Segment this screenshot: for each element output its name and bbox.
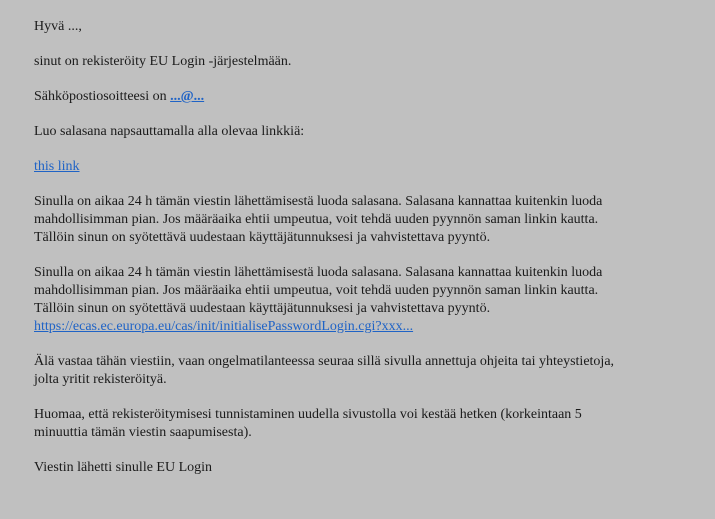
deadline-paragraph-2-line-3: Tällöin sinun on syötettävä uudestaan käyttäjätunnuksesi ja vahvistettava pyyntö. — [34, 301, 491, 316]
password-reset-url-link[interactable]: https://ecas.ec.europa.eu/cas/init/initialisePasswordLogin.cgi?xxx... — [34, 319, 414, 334]
no-reply-line-1: Älä vastaa tähän viestiin, vaan ongelmatilanteessa seuraa sillä sivulla annettuja ohjeita tai yhteystietoja, — [34, 354, 615, 369]
note-line-2: minuuttia tämän viestin saapumisesta). — [34, 425, 252, 440]
email-address-prefix: Sähköpostiosoitteesi on — [34, 89, 171, 104]
deadline-paragraph-1-line-2: mahdollisimman pian. Jos määräaika ehtii umpeutua, voit tehdä uuden pyynnön saman linkin kautta. — [34, 212, 599, 227]
deadline-paragraph-1-line-1: Sinulla on aikaa 24 h tämän viestin lähettämisestä luoda salasana. Salasana kannattaa kuitenkin luoda — [34, 194, 603, 209]
greeting: Hyvä ..., — [34, 19, 82, 34]
signature: Viestin lähetti sinulle EU Login — [34, 460, 213, 475]
deadline-paragraph-2-line-1: Sinulla on aikaa 24 h tämän viestin lähettämisestä luoda salasana. Salasana kannattaa kuitenkin luoda — [34, 265, 603, 280]
no-reply-line-2: jolta yritit rekisteröityä. — [34, 372, 167, 387]
note-paragraph — [34, 406, 704, 442]
no-reply-paragraph — [34, 353, 704, 389]
email-address-link[interactable]: ...@... — [170, 89, 205, 104]
deadline-paragraph-2 — [34, 264, 704, 336]
deadline-paragraph-2-line-2: mahdollisimman pian. Jos määräaika ehtii umpeutua, voit tehdä uuden pyynnön saman linkin kautta. — [34, 283, 599, 298]
registered-text: sinut on rekisteröity EU Login -järjestelmään. — [34, 54, 292, 69]
create-password-text: Luo salasana napsauttamalla alla olevaa linkkiä: — [34, 124, 305, 139]
this-link[interactable]: this link — [34, 159, 80, 174]
email-body — [34, 18, 704, 494]
deadline-paragraph-1-line-3: Tällöin sinun on syötettävä uudestaan käyttäjätunnuksesi ja vahvistettava pyyntö. — [34, 230, 491, 245]
email-address-line — [34, 88, 704, 106]
note-line-1: Huomaa, että rekisteröitymisesi tunnistaminen uudella sivustolla voi kestää hetken (korkeintaan 5 — [34, 407, 582, 422]
password-link-line — [34, 158, 704, 176]
deadline-paragraph-1 — [34, 193, 704, 247]
